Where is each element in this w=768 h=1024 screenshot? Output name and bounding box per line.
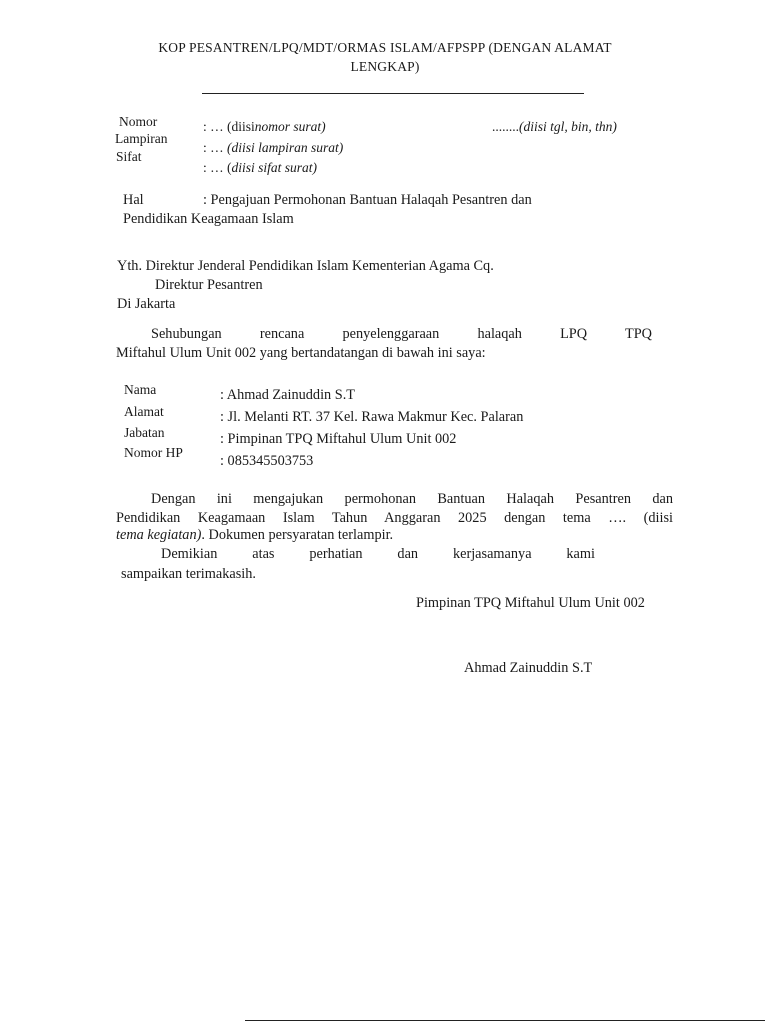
lampiran-placeholder: (diisi lampiran surat) [227,140,344,155]
sifat-placeholder: diisi sifat surat) [231,160,318,175]
date-prefix: ........ [492,119,519,134]
jabatan-value: : Pimpinan TPQ Miftahul Ulum Unit 002 [220,431,457,447]
nomor-prefix: : … (diisi [203,119,255,134]
request-line-3-rest: . Dokumen persyaratan terlampir. [201,527,394,543]
request-line-3 [116,527,393,544]
lampiran-value [203,140,343,156]
signature-name: Ahmad Zainuddin S.T [464,660,593,676]
letterhead [100,38,670,76]
sifat-prefix: : … ( [203,160,232,175]
nomor-label: Nomor [119,114,158,129]
recipient-line-2: Direktur Pesantren [155,277,263,293]
nama-value: : Ahmad Zainuddin S.T [220,387,356,403]
recipient-line-3: Di Jakarta [117,296,176,312]
hal-line-2: Pendidikan Keagamaan Islam [123,211,294,227]
nama-label: Nama [124,382,157,397]
intro-line-2: Miftahul Ulum Unit 002 yang bertandatangan di bawah ini saya: [116,345,486,361]
letterhead-line-2: LENGKAP) [350,59,420,74]
intro-line-1: Sehubungan rencana penyelenggaraan halaqah LPQ TPQ [151,326,652,342]
date-value [492,119,617,135]
lampiran-prefix: : … [203,140,228,155]
closing-line-2: sampaikan terimakasih. [121,566,256,582]
letterhead-line-1: KOP PESANTREN/LPQ/MDT/ORMAS ISLAM/AFPSPP (DENGAN ALAMAT [158,40,612,55]
hal-label: Hal [123,192,144,208]
hal-line-1: : Pengajuan Permohonan Bantuan Halaqah Pesantren dan [203,192,532,208]
signature-position: Pimpinan TPQ Miftahul Ulum Unit 002 [416,595,645,611]
nomor-value [203,119,326,135]
sifat-label: Sifat [116,149,142,164]
jabatan-label: Jabatan [124,425,165,440]
request-line-2: Pendidikan Keagamaan Islam Tahun Anggaran 2025 dengan tema …. (diisi [116,510,673,526]
recipient-line-1: Yth. Direktur Jenderal Pendidikan Islam Kementerian Agama Cq. [117,258,494,274]
nomor-placeholder: nomor surat) [254,119,326,134]
lampiran-label: Lampiran [115,131,168,146]
nomor-hp-label: Nomor HP [124,445,183,460]
tema-placeholder: tema kegiatan) [116,527,202,543]
sifat-value [203,160,317,176]
alamat-value: : Jl. Melanti RT. 37 Kel. Rawa Makmur Kec. Palaran [220,409,524,425]
footer-divider [245,1020,765,1021]
alamat-label: Alamat [124,404,164,419]
request-line-1: Dengan ini mengajukan permohonan Bantuan Halaqah Pesantren dan [151,491,673,507]
nomor-hp-value: : 085345503753 [220,453,314,469]
closing-line-1: Demikian atas perhatian dan kerjasamanya kami [161,546,595,562]
date-placeholder: (diisi tgl, bin, thn) [519,119,617,134]
letterhead-divider [202,93,584,94]
